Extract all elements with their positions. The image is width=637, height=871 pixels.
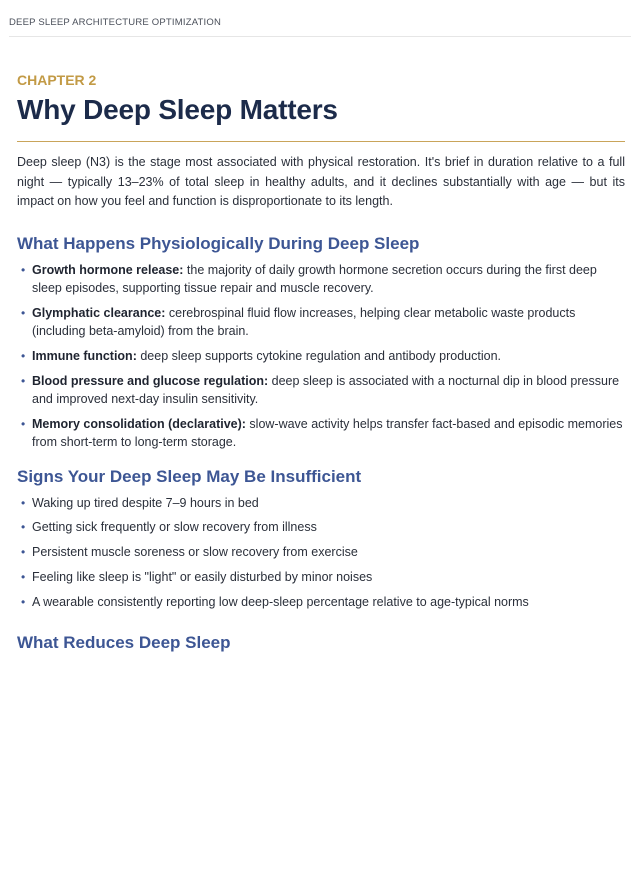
item-text: cerebrospinal fluid flow increases, helping clear metabolic waste products (including beta-amyloid) from the brain. xyxy=(32,305,576,338)
signs-list xyxy=(17,494,625,611)
bullet-icon: • xyxy=(21,594,26,609)
list-item xyxy=(17,415,625,451)
bullet-icon: • xyxy=(21,520,26,535)
bullet-icon: • xyxy=(21,262,26,277)
page-title: Why Deep Sleep Matters xyxy=(17,94,338,125)
list-item xyxy=(17,347,625,365)
list-item xyxy=(17,568,625,586)
bullet-icon: • xyxy=(21,373,26,388)
heading-reduces: What Reduces Deep Sleep xyxy=(17,632,231,652)
item-text: Feeling like sleep is "light" or easily disturbed by minor noises xyxy=(32,569,373,584)
bullet-icon: • xyxy=(21,545,26,560)
item-text: deep sleep is associated with a nocturnal dip in blood pressure and improved next-day insulin sensitivity. xyxy=(32,373,620,406)
bullet-icon: • xyxy=(21,305,26,320)
chapter-label: CHAPTER 2 xyxy=(17,72,97,88)
item-term: Blood pressure and glucose regulation: xyxy=(32,373,269,388)
item-text: Waking up tired despite 7–9 hours in bed xyxy=(32,495,259,510)
list-item xyxy=(17,304,625,340)
bullet-icon: • xyxy=(21,495,26,510)
list-item xyxy=(17,372,625,408)
item-text: the majority of daily growth hormone secretion occurs during the first deep sleep episodes, supporting tissue repair and muscle recovery. xyxy=(32,262,597,295)
item-text: A wearable consistently reporting low deep-sleep percentage relative to age-typical norms xyxy=(32,594,529,609)
physiology-list xyxy=(17,261,625,451)
item-term: Memory consolidation (declarative): xyxy=(32,416,246,431)
item-term: Glymphatic clearance: xyxy=(32,305,166,320)
page-content xyxy=(17,72,625,653)
list-item xyxy=(17,593,625,611)
item-text: deep sleep supports cytokine regulation and antibody production. xyxy=(136,348,501,363)
list-item xyxy=(17,494,625,512)
item-term: Immune function: xyxy=(32,348,137,363)
heading-signs: Signs Your Deep Sleep May Be Insufficient xyxy=(17,466,362,486)
running-header: DEEP SLEEP ARCHITECTURE OPTIMIZATION xyxy=(9,17,631,37)
list-item xyxy=(17,543,625,561)
bullet-icon: • xyxy=(21,569,26,584)
item-term: Growth hormone release: xyxy=(32,262,184,277)
heading-physiology: What Happens Physiologically During Deep Sleep xyxy=(17,233,420,253)
item-text: slow-wave activity helps transfer fact-based and episodic memories from short-term to long-term storage. xyxy=(32,416,623,449)
item-text: Getting sick frequently or slow recovery from illness xyxy=(32,520,317,535)
intro-paragraph: Deep sleep (N3) is the stage most associated with physical restoration. It's brief in duration relative to a full night — typically 13–23% of total sleep in healthy adults, and it declines substantially with age — but its impact on how you feel and function is disproportionate to its length. xyxy=(17,155,625,208)
title-divider xyxy=(17,141,625,142)
list-item xyxy=(17,261,625,297)
item-text: Persistent muscle soreness or slow recovery from exercise xyxy=(32,545,358,560)
bullet-icon: • xyxy=(21,348,26,363)
bullet-icon: • xyxy=(21,416,26,431)
list-item xyxy=(17,518,625,536)
